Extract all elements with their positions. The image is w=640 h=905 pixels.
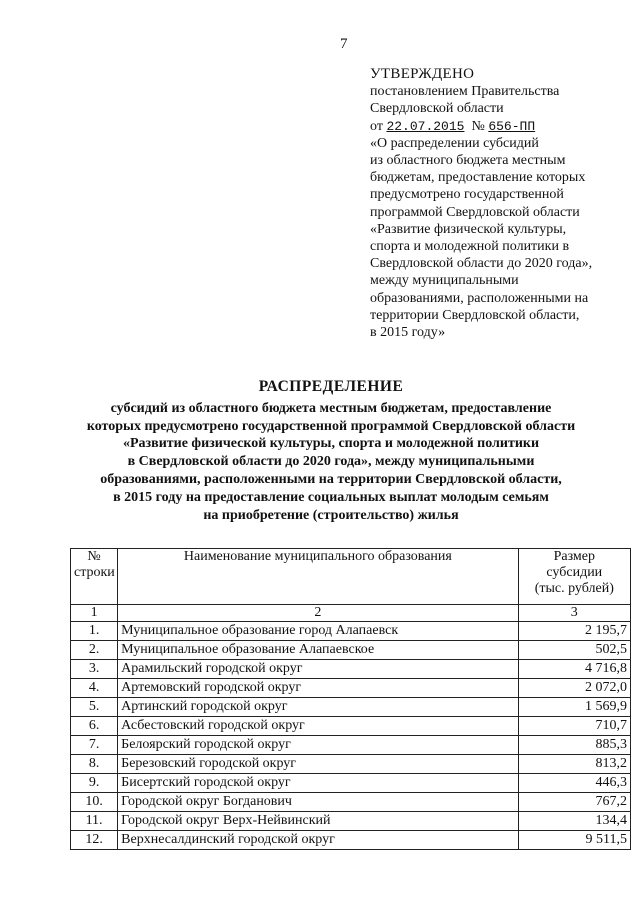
row-number: 12.	[71, 831, 118, 850]
municipality-name: Бисертский городской округ	[118, 774, 518, 793]
resolution-title-line: программой Свердловской области	[370, 204, 580, 220]
table-row	[71, 774, 631, 793]
column-index: 1	[71, 605, 118, 622]
approval-line-2: Свердловской области	[370, 101, 504, 117]
table-row	[71, 736, 631, 755]
page-number: 7	[340, 36, 348, 52]
header-subsidy-amount	[518, 549, 630, 605]
resolution-title-line: территории Свердловской области,	[370, 307, 580, 323]
approval-line-1: постановлением Правительства	[370, 84, 560, 100]
title-heading: РАСПРЕДЕЛЕНИЕ	[258, 378, 404, 395]
approval-number: 656-ПП	[488, 118, 536, 134]
resolution-title-line: между муниципальными	[370, 273, 519, 289]
title-line: в 2015 году на предоставление социальных выплат молодым семьям	[113, 489, 549, 505]
row-number: 9.	[71, 774, 118, 793]
municipality-name: Городской округ Верх-Нейвинский	[118, 812, 518, 831]
table-row	[71, 641, 631, 660]
municipality-name: Асбестовский городской округ	[118, 717, 518, 736]
resolution-title-line: образованиями, расположенными на	[370, 290, 589, 306]
table-row	[71, 698, 631, 717]
title-line: которых предусмотрено государственной программой Свердловской области	[86, 418, 576, 434]
subsidy-amount: 502,5	[518, 641, 630, 660]
subsidy-amount: 710,7	[518, 717, 630, 736]
resolution-title-line: «О распределении субсидий	[370, 135, 539, 151]
resolution-title-line: предусмотрено государственной	[370, 187, 564, 203]
subsidy-amount: 2 072,0	[518, 679, 630, 698]
title-line: субсидий из областного бюджета местным бюджетам, предоставление	[110, 400, 552, 416]
table-row	[71, 622, 631, 641]
date-prefix: от	[370, 118, 383, 134]
row-number: 6.	[71, 717, 118, 736]
municipality-name: Муниципальное образование город Алапаевск	[118, 622, 518, 641]
row-number: 5.	[71, 698, 118, 717]
table-header-row	[71, 549, 631, 605]
resolution-title-line: из областного бюджета местным	[370, 153, 566, 169]
header-municipality: Наименование муниципального образования	[118, 549, 518, 605]
row-number: 10.	[71, 793, 118, 812]
subsidy-amount: 1 569,9	[518, 698, 630, 717]
header-row-number	[71, 549, 118, 605]
row-number: 11.	[71, 812, 118, 831]
resolution-title-line: бюджетам, предоставление которых	[370, 170, 586, 186]
resolution-title-line: Свердловской области до 2020 года»,	[370, 256, 593, 272]
table-row	[71, 793, 631, 812]
title-line: на приобретение (строительство) жилья	[203, 507, 459, 523]
municipality-name: Белоярский городской округ	[118, 736, 518, 755]
row-number: 2.	[71, 641, 118, 660]
municipality-name: Березовский городской округ	[118, 755, 518, 774]
approval-stamp	[370, 66, 632, 341]
table-row	[71, 660, 631, 679]
table-row	[71, 812, 631, 831]
title-line: образованиями, расположенными на территории Свердловской области,	[100, 471, 562, 487]
municipality-name: Артинский городской округ	[118, 698, 518, 717]
subsidy-amount: 9 511,5	[518, 831, 630, 850]
resolution-title	[370, 135, 632, 341]
table-row	[71, 717, 631, 736]
subsidy-amount: 885,3	[518, 736, 630, 755]
title-line: «Развитие физической культуры, спорта и молодежной политики	[122, 436, 540, 452]
number-prefix: №	[471, 118, 485, 134]
row-number: 3.	[71, 660, 118, 679]
subsidy-amount: 4 716,8	[518, 660, 630, 679]
header-num-line-1: №	[87, 549, 101, 564]
municipality-name: Муниципальное образование Алапаевское	[118, 641, 518, 660]
municipality-name: Арамильский городской округ	[118, 660, 518, 679]
subsidy-amount: 2 195,7	[518, 622, 630, 641]
approved-label: УТВЕРЖДЕНО	[370, 66, 475, 82]
subsidy-amount: 446,3	[518, 774, 630, 793]
row-number: 7.	[71, 736, 118, 755]
approval-date-line	[370, 118, 632, 135]
resolution-title-line: в 2015 году»	[370, 325, 446, 341]
resolution-title-line: спорта и молодежной политики в	[370, 239, 570, 255]
header-num-line-2: строки	[74, 565, 115, 580]
municipality-name: Городской округ Богданович	[118, 793, 518, 812]
approval-date: 22.07.2015	[386, 118, 465, 134]
header-amount-line-1: Размер	[553, 549, 595, 564]
municipality-name: Артемовский городской округ	[118, 679, 518, 698]
table-row	[71, 679, 631, 698]
subsidy-amount: 134,4	[518, 812, 630, 831]
row-number: 4.	[71, 679, 118, 698]
title-line: в Свердловской области до 2020 года», между муниципальными	[127, 454, 535, 470]
subsidy-table	[70, 548, 631, 850]
row-number: 1.	[71, 622, 118, 641]
header-amount-line-3: (тыс. рублей)	[534, 581, 614, 596]
table-row	[71, 831, 631, 850]
column-index: 3	[518, 605, 630, 622]
header-amount-line-2: субсидии	[546, 565, 603, 580]
row-number: 8.	[71, 755, 118, 774]
subsidy-amount: 767,2	[518, 793, 630, 812]
resolution-title-line: «Развитие физической культуры,	[370, 221, 567, 237]
column-index: 2	[118, 605, 518, 622]
subsidy-amount: 813,2	[518, 755, 630, 774]
document-title	[40, 378, 622, 524]
column-index-row	[71, 605, 631, 622]
table-row	[71, 755, 631, 774]
municipality-name: Верхнесалдинский городской округ	[118, 831, 518, 850]
